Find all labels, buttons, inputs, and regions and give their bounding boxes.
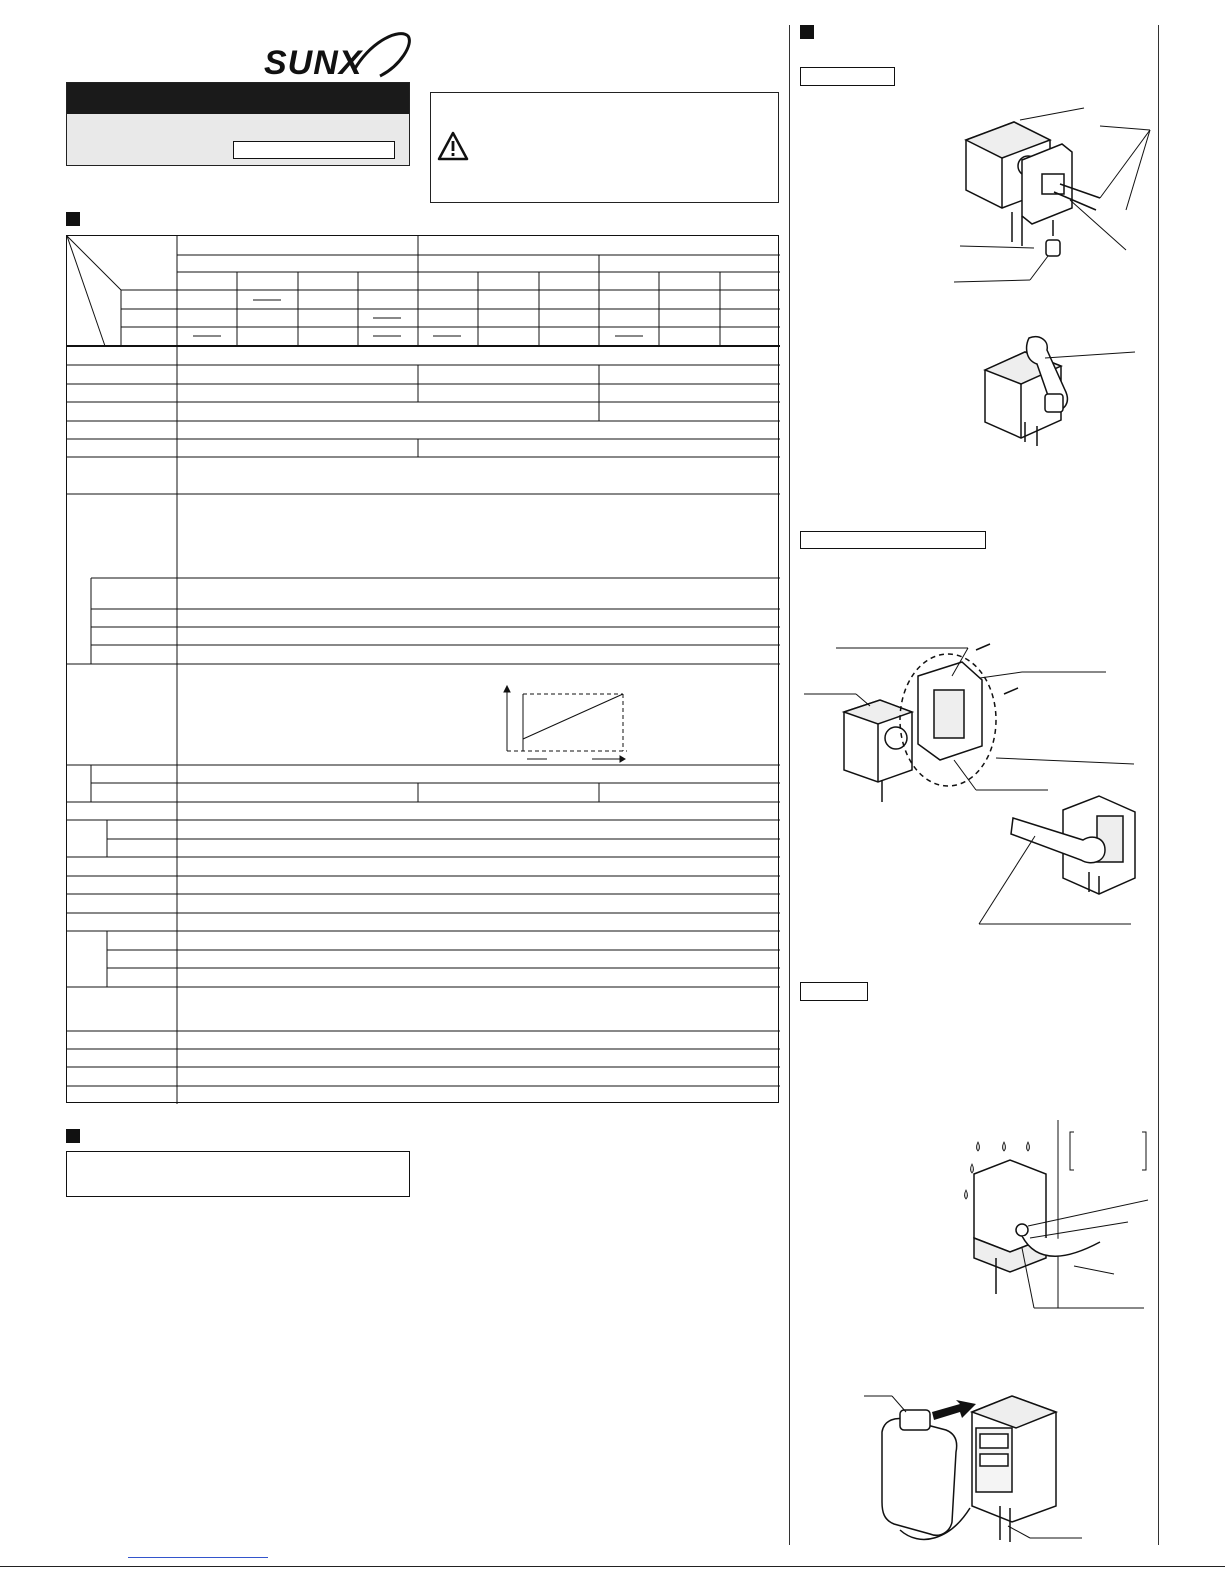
footer-rule	[0, 1566, 1225, 1567]
table-grid	[67, 236, 780, 1104]
panel-wrench-illustration	[975, 790, 1145, 930]
protective-cover-illustration	[860, 1390, 1090, 1550]
section-marker-specifications	[66, 212, 80, 226]
panel-mount-exploded-illustration	[800, 640, 1140, 810]
water-protection-illustration	[950, 1118, 1150, 1318]
specifications-table	[66, 235, 779, 1103]
sunx-logo	[262, 30, 412, 82]
subheading-box-2	[800, 531, 986, 549]
title-bar	[67, 83, 409, 114]
output-characteristic-graph	[504, 686, 627, 762]
wrench-tighten-illustration	[975, 330, 1155, 460]
subheading-box-1	[800, 67, 895, 86]
column-divider	[789, 25, 790, 1545]
subheading-box-3	[800, 982, 868, 1001]
model-number-field	[233, 141, 395, 159]
bracket-mounting-illustration	[950, 100, 1160, 290]
section-marker-notes	[66, 1129, 80, 1143]
product-title-box	[66, 82, 410, 166]
section-marker-mounting	[800, 25, 814, 39]
footer-link[interactable]	[128, 1557, 268, 1558]
warning-triangle-icon	[437, 131, 469, 161]
notes-box	[66, 1151, 410, 1197]
warning-box	[430, 92, 779, 203]
logo-text: SUNX	[264, 44, 363, 82]
